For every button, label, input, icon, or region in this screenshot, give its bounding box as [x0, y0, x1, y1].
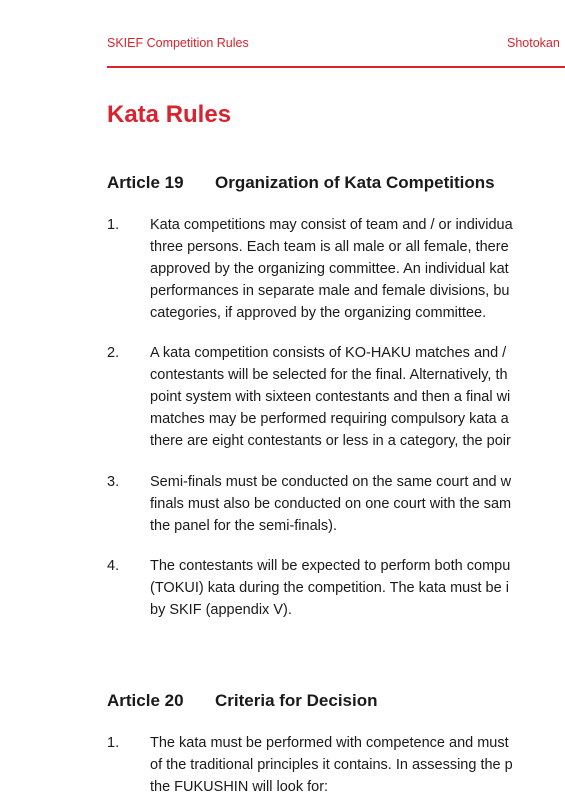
text-line: point system with sixteen contestants and then a final wi — [150, 389, 511, 405]
text-line: by SKIF (appendix V). — [150, 602, 292, 618]
item-text — [150, 732, 513, 798]
text-line: the panel for the semi-finals). — [150, 518, 337, 534]
running-header-left: SKIEF Competition Rules — [107, 36, 249, 50]
article-number: Article 20 — [107, 691, 184, 710]
item-text — [150, 555, 510, 621]
text-line: A kata competition consists of KO-HAKU matches and / — [150, 345, 507, 361]
text-line: Kata competitions may consist of team and / or individua — [150, 217, 513, 233]
text-line: The contestants will be expected to perform both compu — [150, 558, 511, 574]
article-number: Article 19 — [107, 173, 184, 192]
item-text — [150, 342, 511, 452]
page-title: Kata Rules — [107, 101, 232, 128]
item-number: 2. — [107, 345, 120, 361]
item-text — [150, 471, 511, 537]
text-line: there are eight contestants or less in a category, the poir — [150, 433, 511, 449]
article-20-heading — [107, 691, 378, 711]
text-line: finals must also be conducted on one court with the sam — [150, 496, 512, 512]
article-19-heading — [107, 173, 495, 193]
item-number: 3. — [107, 474, 120, 490]
item-number: 1. — [107, 217, 120, 233]
item-number: 1. — [107, 735, 120, 751]
text-line: the FUKUSHIN will look for: — [150, 779, 329, 795]
text-line: matches may be performed requiring compulsory kata a — [150, 411, 509, 427]
text-line: The kata must be performed with competence and must — [150, 735, 509, 751]
text-line: Semi-finals must be conducted on the same court and w — [150, 474, 512, 490]
item-text — [150, 214, 513, 324]
article-title: Criteria for Decision — [215, 691, 378, 710]
text-line: categories, if approved by the organizing committee. — [150, 305, 487, 321]
text-line: three persons. Each team is all male or all female, there — [150, 239, 509, 255]
text-line: of the traditional principles it contains. In assessing the p — [150, 757, 513, 773]
running-header-right: Shotokan — [507, 36, 560, 50]
item-number: 4. — [107, 558, 120, 574]
text-line: approved by the organizing committee. An individual kat — [150, 261, 509, 277]
header-rule — [107, 66, 565, 68]
text-line: performances in separate male and female divisions, bu — [150, 283, 510, 299]
text-line: contestants will be selected for the final. Alternatively, th — [150, 367, 508, 383]
article-title: Organization of Kata Competitions — [215, 173, 495, 192]
text-line: (TOKUI) kata during the competition. The kata must be i — [150, 580, 509, 596]
